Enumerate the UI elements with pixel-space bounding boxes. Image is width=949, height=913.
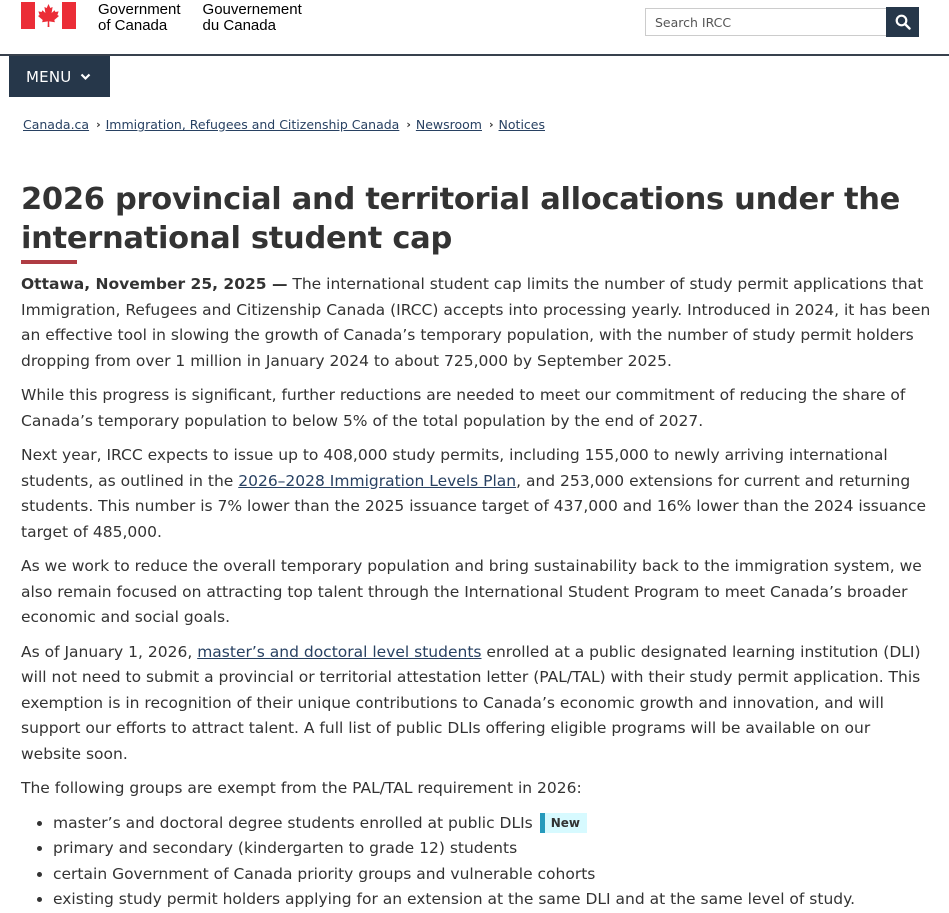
new-badge: New	[540, 813, 587, 833]
paragraph-intro-text: The international student cap limits the number of study permit applications that Immigration, Refugees and Citizenship Canada (IRCC) accepts into processing yearly. Introduced in 2024, it has been an effective tool in slowing the growth of Canada’s temporary population, with the number of study permit holders dropping from over 1 million in January 2024 to about 725,000 by September 2025.	[21, 275, 931, 370]
graduate-students-link[interactable]: master’s and doctoral level students	[197, 642, 482, 661]
site-header	[0, 0, 949, 56]
list-item	[53, 811, 931, 837]
signature-en-line1: Government	[98, 1, 181, 18]
signature-french	[203, 2, 302, 34]
chevron-down-icon	[80, 73, 91, 81]
paragraph-permits-text-b: , and 253,000 extensions for current and returning students. This number is 7% lower than the 2025 issuance target of 437,000 and 16% lower than the 2024 issuance target of 485,000.	[21, 471, 927, 541]
page-title: 2026 provincial and territorial allocations under the international student cap	[21, 182, 901, 256]
paragraph-progress: While this progress is significant, further reductions are needed to meet our commitment of reducing the share of Canada’s temporary population to below 5% of the total population by the end of 2027.	[21, 386, 906, 430]
breadcrumb-separator-icon: ›	[489, 118, 494, 131]
signature-fr-line1: Gouvernement	[202, 1, 302, 18]
main-content	[21, 180, 931, 913]
breadcrumb-separator-icon: ›	[406, 118, 411, 131]
breadcrumb	[23, 117, 545, 132]
search-input[interactable]	[645, 8, 886, 36]
levels-plan-link[interactable]: 2026–2028 Immigration Levels Plan	[238, 471, 517, 490]
paragraph-permits-text-a: Next year, IRCC expects to issue up to 408,000 study permits, including 155,000 to newly arriving international students, as outlined in the	[21, 446, 888, 490]
list-item-text: master’s and doctoral degree students enrolled at public DLIs	[53, 813, 533, 832]
signature-english	[98, 2, 181, 34]
title-underline	[21, 260, 77, 264]
search-icon	[895, 14, 911, 30]
search-button[interactable]	[886, 7, 919, 37]
breadcrumb-ircc[interactable]: Immigration, Refugees and Citizenship Canada	[105, 117, 400, 132]
paragraph-exemption-text-a: As of January 1, 2026,	[21, 642, 198, 661]
site-search	[645, 8, 919, 37]
menu-label: MENU	[26, 67, 72, 86]
paragraph-intro	[21, 272, 931, 374]
signature-fr-line2: du Canada	[202, 17, 276, 34]
list-item: • primary and secondary (kindergarten to grade 12) students	[53, 836, 931, 862]
breadcrumb-newsroom[interactable]: Newsroom	[415, 117, 482, 132]
breadcrumb-separator-icon: ›	[96, 118, 101, 131]
government-signature[interactable]	[21, 2, 302, 34]
paragraph-exemption	[21, 640, 931, 768]
paragraph-goals: As we work to reduce the overall temporary population and bring sustainability back to the immigration system, we also remain focused on attracting top talent through the International Student Program to meet Canada’s broader economic and social goals.	[21, 557, 922, 626]
dateline: Ottawa, November 25, 2025 —	[21, 275, 288, 293]
paragraph-permits	[21, 443, 931, 545]
canada-flag-icon	[21, 2, 76, 29]
exempt-groups-list	[21, 811, 931, 913]
main-menu-button[interactable]	[9, 56, 110, 97]
paragraph-groups-intro: The following groups are exempt from the PAL/TAL requirement in 2026:	[21, 779, 582, 797]
list-item: • existing study permit holders applying for an extension at the same DLI and at the same level of study.	[53, 887, 931, 913]
breadcrumb-canada[interactable]: Canada.ca	[23, 117, 90, 132]
signature-en-line2: of Canada	[98, 17, 168, 34]
paragraph-exemption-text-b: enrolled at a public designated learning institution (DLI) will not need to submit a provincial or territorial attestation letter (PAL/TAL) with their study permit application. This exemption is in recognition of their unique contributions to Canada’s economic growth and innovation, and will support our efforts to attract talent. A full list of public DLIs offering eligible programs will be available on our website soon.	[21, 642, 921, 763]
list-item: • certain Government of Canada priority groups and vulnerable cohorts	[53, 862, 931, 888]
breadcrumb-notices[interactable]: Notices	[498, 117, 545, 132]
